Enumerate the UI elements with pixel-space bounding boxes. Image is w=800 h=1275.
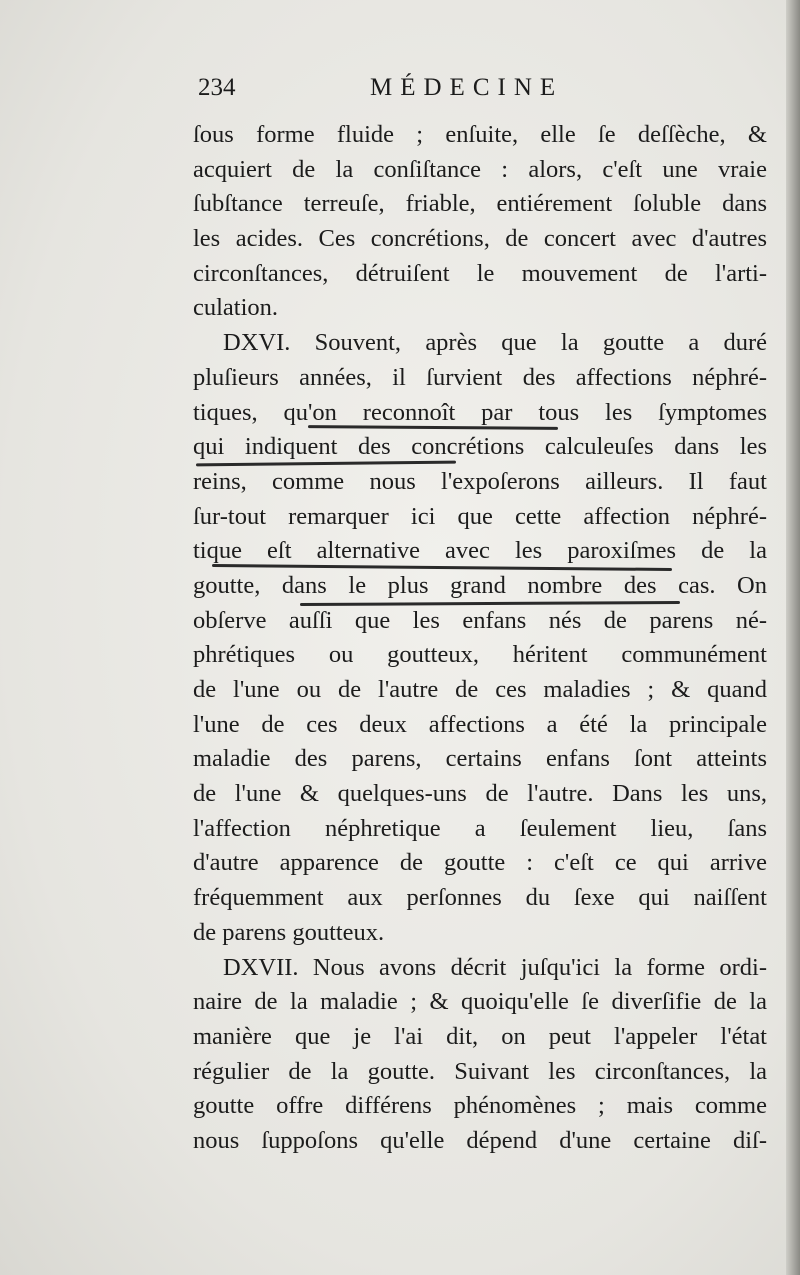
text-line: d'autre apparence de goutte : c'eſt ce qui arrive — [193, 849, 767, 877]
text-line: obſerve auſſi que les enfans nés de parens né- — [193, 606, 767, 634]
page-number: 234 — [198, 74, 236, 101]
text-line: reins, comme nous l'expoſerons ailleurs. Il faut — [193, 467, 767, 495]
text-line: tique eſt alternative avec les paroxiſmes de la — [193, 537, 767, 565]
paragraph-start-dxvi: DXVI. Souvent, après que la goutte a duré — [223, 329, 767, 357]
text-line: tiques, qu'on reconnoît par tous les ſymptomes — [193, 398, 767, 426]
running-head — [198, 74, 598, 110]
text-line: ſous forme fluide ; enſuite, elle ſe deſſèche, & — [193, 121, 767, 148]
text-line: nous ſuppoſons qu'elle dépend d'une certaine diſ- — [193, 1126, 767, 1154]
text-line: ſubſtance terreuſe, friable, entiérement ſoluble dans — [193, 190, 767, 218]
text-line: de l'une & quelques-uns de l'autre. Dans les uns, — [193, 780, 767, 808]
page-edge-shadow — [786, 0, 800, 1275]
text-line: qui indiquent des concrétions calculeuſes dans les — [193, 433, 767, 461]
text-line: acquiert de la conſiſtance : alors, c'eſt une vraie — [193, 155, 767, 183]
text-line: culation. — [193, 294, 279, 322]
text-line: goutte, dans le plus grand nombre des cas. On — [193, 571, 767, 599]
paragraph-start-dxvii: DXVII. Nous avons décrit juſqu'ici la forme ordi- — [223, 953, 767, 981]
text-line: phrétiques ou goutteux, héritent communément — [193, 641, 767, 669]
text-line: maladie des parens, certains enfans ſont atteints — [193, 745, 767, 773]
text-line: l'affection néphretique a ſeulement lieu, ſans — [193, 814, 767, 842]
text-line: de l'une ou de l'autre de ces maladies ; & quand — [193, 676, 767, 703]
text-line: goutte offre différens phénomènes ; mais comme — [193, 1092, 767, 1120]
text-line: fréquemment aux perſonnes du ſexe qui naiſſent — [193, 884, 767, 912]
running-title: MÉDECINE — [370, 74, 564, 101]
text-line: l'une de ces deux affections a été la principale — [193, 710, 767, 738]
text-line: ſur-tout remarquer ici que cette affection néphré- — [193, 502, 767, 530]
text-line: régulier de la goutte. Suivant les circonſtances, la — [193, 1057, 767, 1085]
text-line: manière que je l'ai dit, on peut l'appeler l'état — [193, 1022, 767, 1050]
text-line: circonſtances, détruiſent le mouvement de l'arti- — [193, 259, 767, 287]
text-line: naire de la maladie ; & quoiqu'elle ſe diverſifie de la — [193, 988, 767, 1016]
text-line: de parens goutteux. — [193, 918, 385, 946]
body-text — [193, 118, 767, 1159]
text-line: les acides. Ces concrétions, de concert avec d'autres — [193, 225, 767, 253]
text-line: pluſieurs années, il ſurvient des affections néphré- — [193, 363, 767, 391]
